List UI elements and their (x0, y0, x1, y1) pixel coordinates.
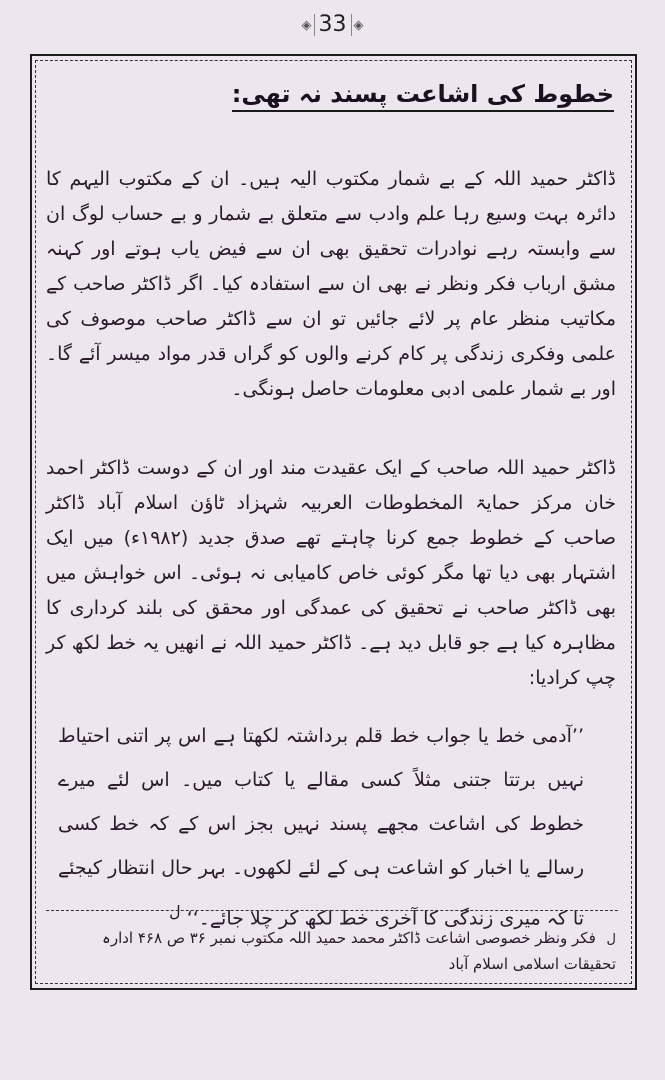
page-content (40, 66, 624, 976)
section-heading: خطوط کی اشاعت پسند نہ تھی: (232, 80, 614, 112)
quote-footnote-marker: ل (169, 902, 181, 921)
letter-quote (58, 714, 584, 940)
ornament-left-icon: ◈ (301, 17, 312, 33)
page-number: 33 (314, 14, 352, 36)
footnote (46, 926, 616, 976)
ornament-right-icon: ◈ (353, 17, 364, 33)
footnote-text: فکر ونظر خصوصی اشاعت ڈاکٹر محمد حمید اللہ مکتوب نمبر ۳۶ ص ۴۶۸ ادارہ تحقیقات اسلامی اسلام آباد (102, 929, 616, 973)
footnote-separator (46, 910, 618, 911)
paragraph-2: ڈاکٹر حمید اللہ صاحب کے ایک عقیدت مند اور ان کے دوست ڈاکٹر احمد خان مرکز حمایۃ المخطوطات العربیہ شہزاد ٹاؤن اسلام آباد ڈاکٹر صاحب کے خطوط جمع کرنا چاہتے تھے صدق جدید (۱۹۸۲ء) میں ایک اشتہار بھی دیا تھا مگر کوئی خاص کامیابی نہ ہوئی۔ اس خواہش میں بھی ڈاکٹر صاحب نے تحقیق کی عمدگی اور محقق کی بلند کرداری کا مظاہرہ کیا ہے جو قابل دید ہے۔ ڈاکٹر حمید اللہ نے انھیں یہ خط لکھ کر چپ کرادیا: (46, 457, 616, 689)
letter-quote-text: ’’آدمی خط یا جواب خط قلم برداشتہ لکھتا ہے اس پر اتنی احتیاط نہیں برتتا جتنی مثلاً کسی مقالے یا کتاب میں۔ اس لئے میرے خطوط کی اشاعت مجھے پسند نہیں بجز اس کے کہ خط کسی رسالے یا اخبار کو اشاعت ہی کے لئے لکھوں۔ بہر حال انتظار کیجئے تا کہ میری زندگی کا آخری خط لکھ کر چلا جائے۔‘‘ (58, 725, 584, 930)
paragraph-1: ڈاکٹر حمید اللہ کے بے شمار مکتوب الیہ ہیں۔ ان کے مکتوب الیہم کا دائرہ بہت وسیع رہا علم وادب سے متعلق بے شمار و بے حساب لوگ ان سے وابستہ رہے نوادرات تحقیق بھی ان سے فیض یاب ہوتے اور کہنہ مشق ارباب فکر ونظر نے بھی ان سے استفادہ کیا۔ اگر ڈاکٹر صاحب کے مکاتیب منظر عام پر لائے جائیں تو ان سے ڈاکٹر صاحب موصوف کی علمی وفکری زندگی پر کام کرنے والوں کو گراں قدر مواد میسر آئے گا۔ اور بے شمار علمی ادبی معلومات حاصل ہونگی۔ (46, 168, 616, 400)
page-number-header (0, 14, 665, 36)
footnote-marker: ل (606, 932, 616, 947)
